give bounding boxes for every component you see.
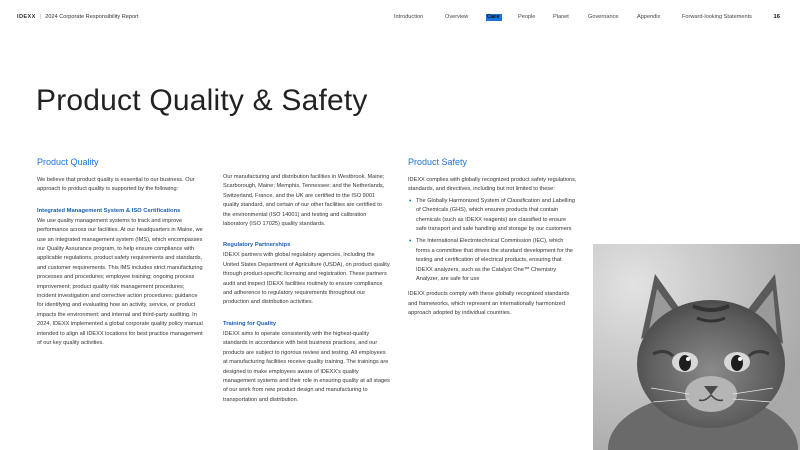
nav-care[interactable]: Care bbox=[487, 14, 500, 20]
section-nav bbox=[0, 14, 800, 24]
kitten-icon bbox=[593, 244, 800, 450]
training-quality-subheading: Training for Quality bbox=[223, 320, 277, 327]
training-quality-body: IDEXX aims to operate consistently with the highest-quality standards in accordance with best business practices, and our products are subject to rigorous review and testing. All employees at manufacturing facilities receive quality training. The trainings are designed to make employees aware of IDEXX's quality management systems and their role in ensuring quality at all stages of our work from new product design and manufacturing to transportation and distribution. bbox=[223, 330, 390, 403]
report-title: 2024 Corporate Responsibility Report bbox=[45, 14, 139, 20]
quality-details-column bbox=[223, 173, 391, 405]
product-safety-closing: IDEXX products comply with these globally recognized standards and frameworks, which represent an internationally harmonized approach adopted by individual countries. bbox=[408, 291, 570, 317]
safety-standards-list bbox=[408, 197, 578, 285]
nav-introduction[interactable]: Introduction bbox=[394, 14, 424, 20]
nav-forward-looking[interactable]: Forward-looking Statements bbox=[682, 14, 752, 20]
list-item: • The International Electrotechnical Commission (IEC), which forms a committee that drives the standard development for the testing and certification of electrical products, ensuring that IDEXX analyzers, such as the Catalyst One™ Chemistry Analyzer, are safe for use bbox=[408, 237, 578, 284]
nav-governance[interactable]: Governance bbox=[588, 14, 619, 20]
iso-certification-body: Our manufacturing and distribution facilities in Westbrook, Maine; Scarborough, Maine; Memphis, Tennessee; and the Netherlands, Switzerland, France, and the UK are certified to the ISO 9001 quality standard, and certain of our other facilities are certified to the environmental (ISO 14001) and testing and calibration laboratory (ISO 17025) quality standards. bbox=[223, 174, 385, 228]
page-number: 16 bbox=[773, 14, 780, 20]
brand-separator: | bbox=[39, 14, 42, 20]
product-quality-heading: Product Quality bbox=[37, 157, 99, 167]
product-safety-intro: IDEXX complies with globally recognized product safety regulations, standards, and directives, including but not limited to these: bbox=[408, 177, 577, 193]
page-title: Product Quality & Safety bbox=[36, 84, 368, 117]
product-quality-intro: We believe that product quality is essential to our business. Our approach to product quality is supported by the following: bbox=[37, 177, 195, 193]
product-quality-column bbox=[37, 157, 205, 349]
product-safety-column bbox=[408, 157, 578, 319]
ims-iso-body: We use quality management systems to track and improve performance across our facilities. At our headquarters in Maine, we use an integrated management system (IMS), which encompasses our Quality Assurance program, to help ensure compliance with applicable regulations, product safety requirements and standards, and customer requirements. This IMS includes strict manufacturing processes and procedures; employee training; ongoing process improvement; product quality risk management procedures; incident investigation and corrective action procedures; guidance for identifying and evaluating how an activity, service, or product impacts the environment; and internal and third-party auditing. In 2024, IDEXX implemented a global corporate quality policy manual intended to align all IDEXX locations for best practice management of our key quality activities. bbox=[37, 217, 203, 347]
list-item: • The Globally Harmonized System of Classification and Labelling of Chemicals (GHS), which ensures products that contain chemicals (such as IDEXX reagents) are classified to ensure safe transport and safe handling and storage by our customers bbox=[408, 197, 578, 235]
idexx-logo: IDEXX bbox=[17, 14, 36, 20]
nav-appendix[interactable]: Appendix bbox=[637, 14, 661, 20]
regulatory-partnerships-body: IDEXX partners with global regulatory agencies, including the United States Department of Agriculture (USDA), on product quality through product-specific licensing and registration. These partners audit and inspect IDEXX facilities routinely to ensure compliance and adherence to regulatory requirements throughout our production and distribution activities. bbox=[223, 252, 390, 306]
nav-overview[interactable]: Overview bbox=[445, 14, 469, 20]
top-header bbox=[0, 0, 800, 36]
nav-planet[interactable]: Planet bbox=[553, 14, 569, 20]
product-safety-heading: Product Safety bbox=[408, 157, 468, 167]
nav-people[interactable]: People bbox=[518, 14, 536, 20]
ims-iso-subheading: Integrated Management System & ISO Certifications bbox=[37, 207, 181, 214]
kitten-photo bbox=[593, 244, 800, 450]
regulatory-partnerships-subheading: Regulatory Partnerships bbox=[223, 242, 291, 249]
